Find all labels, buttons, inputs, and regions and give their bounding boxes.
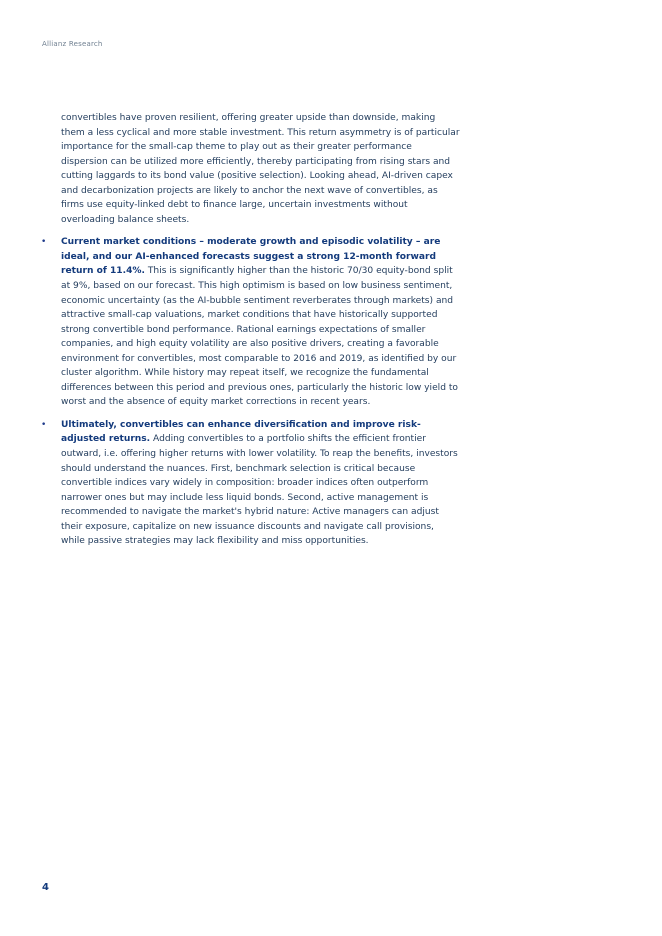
bullet-dot-icon: • [41, 237, 47, 248]
bullet-list [40, 235, 460, 548]
bullet-text: Adding convertibles to a portfolio shifts the efficient frontier outward, i.e. offering higher returns with lower volatility. To reap the benefits, investors should understand the nuances. First, benchmark selection is critical because convertible indices vary widely in composition: broader indices often outperform narrower ones but may include less liquid bonds. Second, active management is recommended to navigate the market's hybrid nature: Active managers can adjust their exposure, capitalize on new issuance discounts and navigate call provisions, while passive strategies may lack flexibility and miss opportunities. [61, 434, 458, 547]
page-number: 4 [42, 882, 49, 893]
bullet-text: This is significantly higher than the historic 70/30 equity-bond split at 9%, based on our forecast. This high optimism is based on low business sentiment, economic uncertainty (as the AI-bubble sentiment reverberates through markets) and attractive small-cap valuations, market conditions that have historically supported strong convertible bond performance. Rational earnings expectations of smaller companies, and high equity volatility are also positive drivers, creating a favorable environment for convertibles, most comparable to 2016 and 2019, as identified by our cluster algorithm. While history may repeat itself, we recognize the fundamental differences between this period and previous ones, particularly the historic low yield to worst and the absence of equity market corrections in recent years. [61, 266, 458, 408]
bullet-item-market-conditions [40, 235, 460, 410]
bullet-lead: Ultimately, convertibles can enhance diversification and improve risk-adjusted returns. [61, 419, 421, 445]
bullet-dot-icon: • [41, 419, 47, 430]
header-brand: Allianz Research [42, 40, 103, 48]
intro-paragraph: convertibles have proven resilient, offering greater upside than downside, making them a less cyclical and more stable investment. This return asymmetry is of particular importance for the small-cap theme to play out as their greater performance dispersion can be utilized more efficiently, thereby participating from rising stars and cutting laggards to its bond value (positive selection). Looking ahead, AI-driven capex and decarbonization projects are likely to anchor the next wave of convertibles, as firms use equity-linked debt to finance large, uncertain investments without overloading balance sheets. [61, 113, 460, 225]
bullet-lead: Current market conditions – moderate growth and episodic volatility – are ideal, and our AI-enhanced forecasts suggest a strong 12-month forward return of 11.4%. [61, 237, 441, 277]
main-content [40, 111, 460, 557]
bullet-item-diversification [40, 418, 460, 549]
